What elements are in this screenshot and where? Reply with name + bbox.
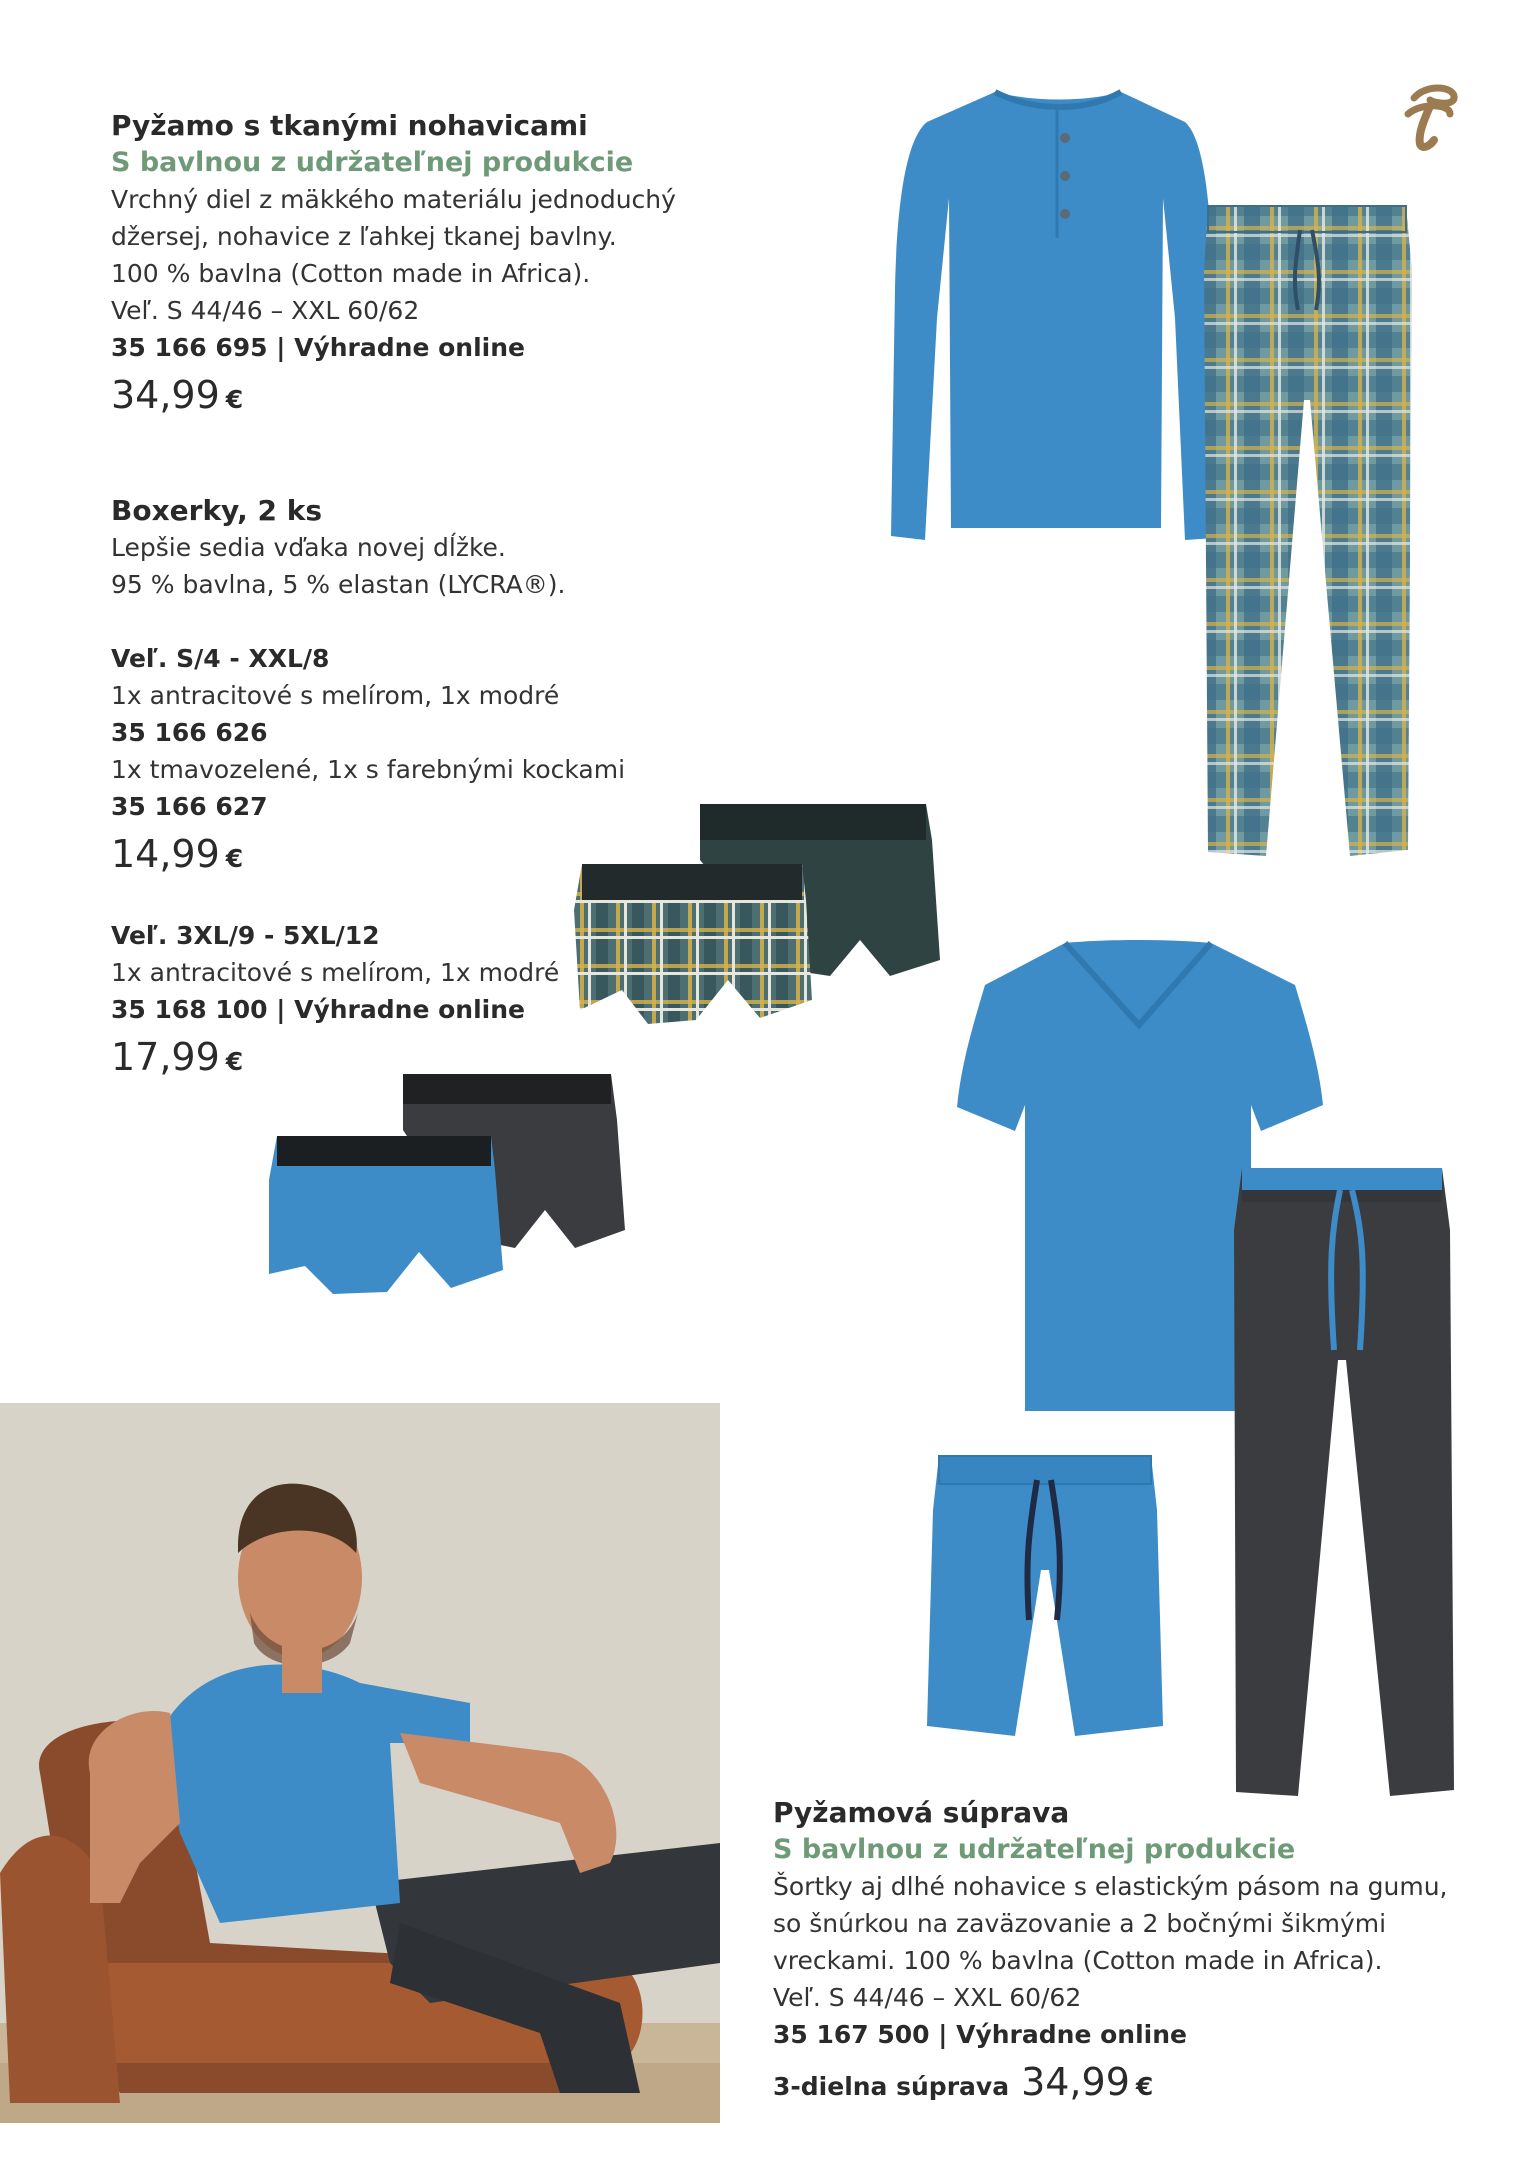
product-1-desc-line: Vrchný diel z mäkkého materiálu jednoduchý [111, 185, 676, 214]
product-1-size: Veľ. S 44/46 – XXL 60/62 [111, 296, 420, 325]
product-1-subtitle: S bavlnou z udržateľnej produkcie [111, 147, 634, 178]
size-label: Veľ. 3XL/9 - 5XL/12 [111, 921, 380, 950]
product-1-price: 34,99 € [111, 373, 244, 417]
product-2-desc-line: Lepšie sedia vďaka novej dĺžke. [111, 533, 506, 562]
variant-text: 1x antracitové s melírom, 1x modré [111, 681, 560, 710]
variant-text: 1x antracitové s melírom, 1x modré [111, 958, 560, 987]
product-3-code: 35 167 500 | Výhradne online [773, 2020, 1187, 2049]
tchibo-logo-icon [1400, 80, 1460, 152]
product-3-desc-line: vreckami. 100 % bavlna (Cotton made in Africa). [773, 1946, 1383, 1975]
boxers-green-plaid-photo [560, 800, 945, 1045]
product-2-title: Boxerky, 2 ks [111, 494, 323, 527]
product-3-size: Veľ. S 44/46 – XXL 60/62 [773, 1983, 1082, 2012]
product-2-info [111, 492, 671, 603]
product-3-title: Pyžamová súprava [773, 1796, 1070, 1829]
size-label: Veľ. S/4 - XXL/8 [111, 644, 330, 673]
lifestyle-man-photo [0, 1403, 720, 2123]
product-1-code: 35 166 695 | Výhradne online [111, 333, 525, 362]
product-1-desc-line: 100 % bavlna (Cotton made in Africa). [111, 259, 591, 288]
product-3-desc-line: so šnúrkou na zaväzovanie a 2 bočnými šikmými [773, 1909, 1387, 1938]
blue-shorts-photo [925, 1450, 1165, 1740]
boxers-anthracite-blue-photo [255, 1070, 635, 1310]
product-1-desc-line: džersej, nohavice z ľahkej tkanej bavlny. [111, 222, 617, 251]
product-3-price: 3-dielna súprava 34,99 € [773, 2060, 1154, 2104]
product-2-price-b: 17,99 € [111, 1035, 244, 1079]
henley-top-photo [885, 88, 1225, 548]
product-1-info [111, 107, 711, 425]
product-1-title: Pyžamo s tkanými nohavicami [111, 109, 588, 142]
product-3-info [773, 1794, 1513, 2112]
product-code: 35 168 100 | Výhradne online [111, 995, 525, 1024]
product-3-desc-line: Šortky aj dlhé nohavice s elastickým pásom na gumu, [773, 1872, 1448, 1901]
variant-text: 1x tmavozelené, 1x s farebnými kockami [111, 755, 626, 784]
anthracite-pants-photo [1228, 1160, 1458, 1800]
product-code: 35 166 626 [111, 718, 268, 747]
plaid-pants-photo [1200, 200, 1415, 860]
product-code: 35 166 627 [111, 792, 268, 821]
product-2-desc-line: 95 % bavlna, 5 % elastan (LYCRA®). [111, 570, 566, 599]
product-2-price-a: 14,99 € [111, 832, 244, 876]
product-3-subtitle: S bavlnou z udržateľnej produkcie [773, 1834, 1296, 1865]
